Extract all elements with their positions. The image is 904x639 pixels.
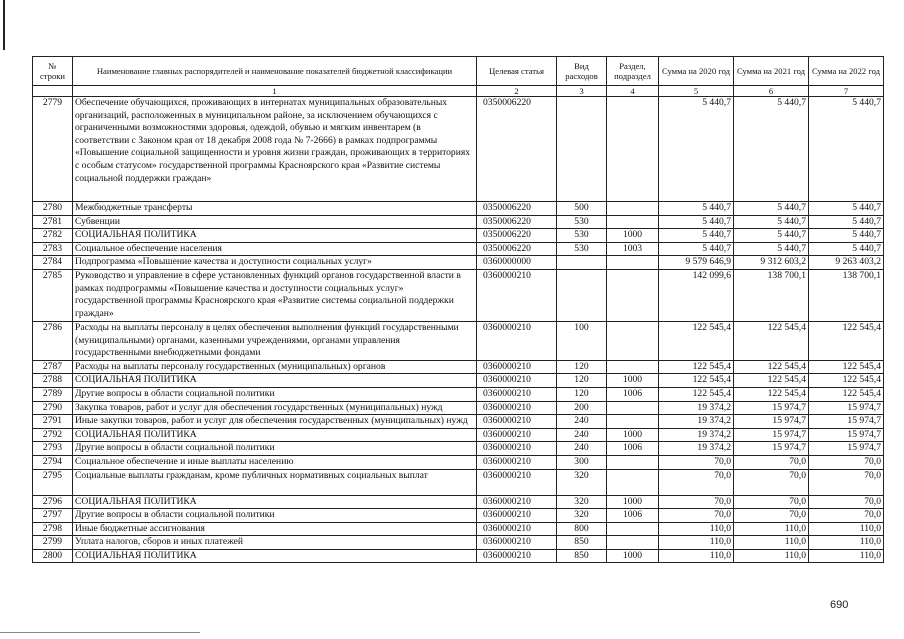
row-section xyxy=(607,97,659,202)
row-sum-2020: 70,0 xyxy=(659,495,734,509)
row-sum-2020: 19 374,2 xyxy=(659,415,734,429)
column-index: 7 xyxy=(809,86,884,97)
row-sum-2020: 19 374,2 xyxy=(659,401,734,415)
row-section xyxy=(607,321,659,360)
row-sum-2021: 5 440,7 xyxy=(734,242,809,256)
row-sum-2021: 110,0 xyxy=(734,536,809,550)
row-sum-2020: 5 440,7 xyxy=(659,242,734,256)
row-sum-2020: 5 440,7 xyxy=(659,202,734,216)
table-row xyxy=(33,549,884,563)
row-sum-2020: 5 440,7 xyxy=(659,215,734,229)
table-row xyxy=(33,469,884,495)
page-number: 690 xyxy=(830,599,849,611)
row-name: Уплата налогов, сборов и иных платежей xyxy=(73,536,477,550)
row-number: 2791 xyxy=(33,415,73,429)
header-row-number: № строки xyxy=(33,57,73,86)
table-row xyxy=(33,202,884,216)
row-number: 2798 xyxy=(33,522,73,536)
row-sum-2020: 5 440,7 xyxy=(659,229,734,243)
row-sum-2021: 70,0 xyxy=(734,495,809,509)
row-sum-2022: 5 440,7 xyxy=(809,229,884,243)
row-expense-type: 530 xyxy=(557,229,607,243)
row-expense-type: 800 xyxy=(557,522,607,536)
table-row xyxy=(33,374,884,388)
row-sum-2022: 122 545,4 xyxy=(809,360,884,374)
table-row xyxy=(33,321,884,360)
row-target-article: 0360000210 xyxy=(477,469,557,495)
row-sum-2022: 15 974,7 xyxy=(809,442,884,456)
table-body xyxy=(33,97,884,563)
header-sum-2021: Сумма на 2021 год xyxy=(734,57,809,86)
row-expense-type: 120 xyxy=(557,374,607,388)
row-number: 2786 xyxy=(33,321,73,360)
row-name: Руководство и управление в сфере установленных функций органов государственной власти в рамках подпрограммы «Повышение качества и доступности социальных услуг» государственной программы Красноярского края «Развитие системы социальной поддержки граждан» xyxy=(73,269,477,321)
row-number: 2794 xyxy=(33,455,73,469)
table-row xyxy=(33,509,884,523)
row-sum-2022: 138 700,1 xyxy=(809,269,884,321)
row-target-article: 0360000210 xyxy=(477,509,557,523)
row-number: 2799 xyxy=(33,536,73,550)
row-expense-type: 300 xyxy=(557,455,607,469)
left-margin-rule xyxy=(3,0,5,50)
row-sum-2021: 15 974,7 xyxy=(734,442,809,456)
row-number: 2782 xyxy=(33,229,73,243)
row-target-article: 0360000210 xyxy=(477,360,557,374)
row-section: 1000 xyxy=(607,549,659,563)
row-sum-2022: 110,0 xyxy=(809,536,884,550)
row-name: Иные бюджетные ассигнования xyxy=(73,522,477,536)
row-sum-2022: 5 440,7 xyxy=(809,215,884,229)
footer-rule xyxy=(0,632,200,633)
row-sum-2020: 19 374,2 xyxy=(659,442,734,456)
header-target-article: Целевая статья xyxy=(477,57,557,86)
row-section xyxy=(607,215,659,229)
row-expense-type: 200 xyxy=(557,401,607,415)
row-name: СОЦИАЛЬНАЯ ПОЛИТИКА xyxy=(73,495,477,509)
row-name: Расходы на выплаты персоналу государственных (муниципальных) органов xyxy=(73,360,477,374)
column-index: 1 xyxy=(73,86,477,97)
row-expense-type: 530 xyxy=(557,242,607,256)
row-section xyxy=(607,415,659,429)
row-section xyxy=(607,522,659,536)
row-expense-type: 120 xyxy=(557,387,607,401)
row-name: СОЦИАЛЬНАЯ ПОЛИТИКА xyxy=(73,428,477,442)
row-name: Социальное обеспечение и иные выплаты населению xyxy=(73,455,477,469)
row-number: 2785 xyxy=(33,269,73,321)
row-section: 1000 xyxy=(607,428,659,442)
table-row xyxy=(33,387,884,401)
row-section: 1000 xyxy=(607,374,659,388)
row-number: 2792 xyxy=(33,428,73,442)
row-section xyxy=(607,269,659,321)
row-expense-type xyxy=(557,269,607,321)
row-target-article: 0360000210 xyxy=(477,442,557,456)
row-expense-type: 500 xyxy=(557,202,607,216)
row-sum-2021: 122 545,4 xyxy=(734,321,809,360)
row-sum-2020: 19 374,2 xyxy=(659,428,734,442)
row-expense-type: 320 xyxy=(557,469,607,495)
row-sum-2021: 15 974,7 xyxy=(734,401,809,415)
row-number: 2781 xyxy=(33,215,73,229)
column-index: 2 xyxy=(477,86,557,97)
table-row xyxy=(33,269,884,321)
row-number: 2779 xyxy=(33,97,73,202)
row-sum-2020: 142 099,6 xyxy=(659,269,734,321)
row-name: Другие вопросы в области социальной политики xyxy=(73,509,477,523)
table-row xyxy=(33,360,884,374)
row-sum-2020: 122 545,4 xyxy=(659,387,734,401)
row-sum-2022: 15 974,7 xyxy=(809,401,884,415)
row-target-article: 0360000210 xyxy=(477,455,557,469)
row-name: Другие вопросы в области социальной политики xyxy=(73,442,477,456)
table-row xyxy=(33,256,884,270)
row-sum-2021: 5 440,7 xyxy=(734,202,809,216)
row-target-article: 0360000210 xyxy=(477,401,557,415)
row-sum-2021: 122 545,4 xyxy=(734,374,809,388)
row-expense-type: 100 xyxy=(557,321,607,360)
row-sum-2021: 138 700,1 xyxy=(734,269,809,321)
row-target-article: 0360000210 xyxy=(477,415,557,429)
row-name: Расходы на выплаты персоналу в целях обеспечения выполнения функций государственными (муниципальными) органами, казенными учреждениями, органами управления государственными внебюджетными фондами xyxy=(73,321,477,360)
table-row xyxy=(33,536,884,550)
row-sum-2021: 110,0 xyxy=(734,549,809,563)
row-sum-2021: 70,0 xyxy=(734,455,809,469)
row-sum-2020: 110,0 xyxy=(659,522,734,536)
row-number: 2796 xyxy=(33,495,73,509)
row-sum-2020: 122 545,4 xyxy=(659,360,734,374)
row-section xyxy=(607,455,659,469)
row-section: 1006 xyxy=(607,387,659,401)
column-index: 6 xyxy=(734,86,809,97)
column-index xyxy=(33,86,73,97)
row-number: 2795 xyxy=(33,469,73,495)
row-section xyxy=(607,256,659,270)
row-sum-2022: 122 545,4 xyxy=(809,387,884,401)
header-sum-2022: Сумма на 2022 год xyxy=(809,57,884,86)
row-sum-2020: 122 545,4 xyxy=(659,321,734,360)
row-target-article: 0360000210 xyxy=(477,536,557,550)
header-expense-type: Вид расходов xyxy=(557,57,607,86)
row-expense-type xyxy=(557,256,607,270)
row-name: Другие вопросы в области социальной политики xyxy=(73,387,477,401)
row-section: 1003 xyxy=(607,242,659,256)
row-sum-2020: 70,0 xyxy=(659,469,734,495)
row-sum-2021: 122 545,4 xyxy=(734,360,809,374)
row-number: 2784 xyxy=(33,256,73,270)
row-sum-2022: 110,0 xyxy=(809,522,884,536)
table-row xyxy=(33,401,884,415)
row-target-article: 0350006220 xyxy=(477,229,557,243)
row-sum-2022: 70,0 xyxy=(809,509,884,523)
row-section xyxy=(607,202,659,216)
column-index: 4 xyxy=(607,86,659,97)
row-sum-2021: 70,0 xyxy=(734,509,809,523)
row-expense-type: 320 xyxy=(557,509,607,523)
row-name: Межбюджетные трансферты xyxy=(73,202,477,216)
column-index: 5 xyxy=(659,86,734,97)
row-sum-2022: 70,0 xyxy=(809,455,884,469)
row-expense-type: 850 xyxy=(557,536,607,550)
row-name: Социальное обеспечение населения xyxy=(73,242,477,256)
column-index-row xyxy=(33,86,884,97)
row-section xyxy=(607,469,659,495)
row-sum-2022: 5 440,7 xyxy=(809,242,884,256)
row-name: Социальные выплаты гражданам, кроме публичных нормативных социальных выплат xyxy=(73,469,477,495)
row-sum-2022: 70,0 xyxy=(809,469,884,495)
row-number: 2787 xyxy=(33,360,73,374)
row-number: 2780 xyxy=(33,202,73,216)
row-expense-type: 530 xyxy=(557,215,607,229)
row-sum-2020: 110,0 xyxy=(659,549,734,563)
row-sum-2021: 15 974,7 xyxy=(734,415,809,429)
row-expense-type: 850 xyxy=(557,549,607,563)
row-sum-2020: 70,0 xyxy=(659,455,734,469)
row-expense-type: 240 xyxy=(557,428,607,442)
row-section xyxy=(607,360,659,374)
row-target-article: 0360000000 xyxy=(477,256,557,270)
row-number: 2800 xyxy=(33,549,73,563)
row-sum-2020: 9 579 646,9 xyxy=(659,256,734,270)
table-row xyxy=(33,97,884,202)
row-section: 1000 xyxy=(607,229,659,243)
row-expense-type: 120 xyxy=(557,360,607,374)
row-target-article: 0350006220 xyxy=(477,242,557,256)
row-expense-type: 320 xyxy=(557,495,607,509)
row-name: Обеспечение обучающихся, проживающих в интернатах муниципальных образовательных организаций, расположенных в муниципальном районе, за исключением обучающихся с ограниченными возможностями здоровья, одеждой, обувью и мягким инвентарем (в соответствии с Законом края от 18 декабря 2008 года № 7-2666) в рамках подпрограммы «Повышение социальной защищенности и уровня жизни граждан, проживающих в территориях с особым статусом» государственной программы Красноярского края «Развитие системы социальной поддержки граждан» xyxy=(73,97,477,202)
row-target-article: 0360000210 xyxy=(477,321,557,360)
row-name: СОЦИАЛЬНАЯ ПОЛИТИКА xyxy=(73,549,477,563)
row-sum-2020: 122 545,4 xyxy=(659,374,734,388)
table-header-row xyxy=(33,57,884,86)
row-target-article: 0360000210 xyxy=(477,269,557,321)
row-target-article: 0360000210 xyxy=(477,522,557,536)
row-sum-2021: 5 440,7 xyxy=(734,97,809,202)
row-target-article: 0360000210 xyxy=(477,428,557,442)
row-number: 2790 xyxy=(33,401,73,415)
row-sum-2021: 5 440,7 xyxy=(734,229,809,243)
row-sum-2021: 15 974,7 xyxy=(734,428,809,442)
row-sum-2022: 110,0 xyxy=(809,549,884,563)
row-sum-2021: 70,0 xyxy=(734,469,809,495)
row-number: 2789 xyxy=(33,387,73,401)
table-row xyxy=(33,455,884,469)
row-target-article: 0350006220 xyxy=(477,202,557,216)
header-section: Раздел, подраздел xyxy=(607,57,659,86)
table-row xyxy=(33,522,884,536)
table-row xyxy=(33,442,884,456)
row-section xyxy=(607,536,659,550)
row-section: 1006 xyxy=(607,509,659,523)
row-name: Иные закупки товаров, работ и услуг для обеспечения государственных (муниципальных) нужд xyxy=(73,415,477,429)
row-expense-type: 240 xyxy=(557,415,607,429)
row-sum-2021: 122 545,4 xyxy=(734,387,809,401)
row-name: Субвенции xyxy=(73,215,477,229)
row-sum-2022: 15 974,7 xyxy=(809,428,884,442)
table-row xyxy=(33,229,884,243)
header-sum-2020: Сумма на 2020 год xyxy=(659,57,734,86)
row-target-article: 0360000210 xyxy=(477,495,557,509)
row-sum-2022: 15 974,7 xyxy=(809,415,884,429)
row-name: Подпрограмма «Повышение качества и доступности социальных услуг» xyxy=(73,256,477,270)
row-target-article: 0360000210 xyxy=(477,549,557,563)
row-sum-2022: 9 263 403,2 xyxy=(809,256,884,270)
row-section: 1006 xyxy=(607,442,659,456)
row-target-article: 0360000210 xyxy=(477,387,557,401)
row-sum-2020: 110,0 xyxy=(659,536,734,550)
row-target-article: 0350006220 xyxy=(477,97,557,202)
table-row xyxy=(33,242,884,256)
row-sum-2020: 5 440,7 xyxy=(659,97,734,202)
table-row xyxy=(33,495,884,509)
row-sum-2022: 122 545,4 xyxy=(809,374,884,388)
row-sum-2021: 5 440,7 xyxy=(734,215,809,229)
budget-table xyxy=(32,56,884,563)
row-target-article: 0350006220 xyxy=(477,215,557,229)
row-section: 1000 xyxy=(607,495,659,509)
row-sum-2022: 5 440,7 xyxy=(809,202,884,216)
row-name: СОЦИАЛЬНАЯ ПОЛИТИКА xyxy=(73,374,477,388)
row-number: 2793 xyxy=(33,442,73,456)
row-expense-type xyxy=(557,97,607,202)
row-sum-2022: 5 440,7 xyxy=(809,97,884,202)
row-section xyxy=(607,401,659,415)
row-name: СОЦИАЛЬНАЯ ПОЛИТИКА xyxy=(73,229,477,243)
table-row xyxy=(33,415,884,429)
row-sum-2022: 70,0 xyxy=(809,495,884,509)
row-number: 2788 xyxy=(33,374,73,388)
row-sum-2021: 110,0 xyxy=(734,522,809,536)
header-name: Наименование главных распорядителей и наименование показателей бюджетной классификации xyxy=(73,57,477,86)
table-row xyxy=(33,428,884,442)
row-target-article: 0360000210 xyxy=(477,374,557,388)
row-number: 2797 xyxy=(33,509,73,523)
row-number: 2783 xyxy=(33,242,73,256)
column-index: 3 xyxy=(557,86,607,97)
table-row xyxy=(33,215,884,229)
row-expense-type: 240 xyxy=(557,442,607,456)
row-sum-2022: 122 545,4 xyxy=(809,321,884,360)
row-name: Закупка товаров, работ и услуг для обеспечения государственных (муниципальных) нужд xyxy=(73,401,477,415)
row-sum-2021: 9 312 603,2 xyxy=(734,256,809,270)
row-sum-2020: 70,0 xyxy=(659,509,734,523)
